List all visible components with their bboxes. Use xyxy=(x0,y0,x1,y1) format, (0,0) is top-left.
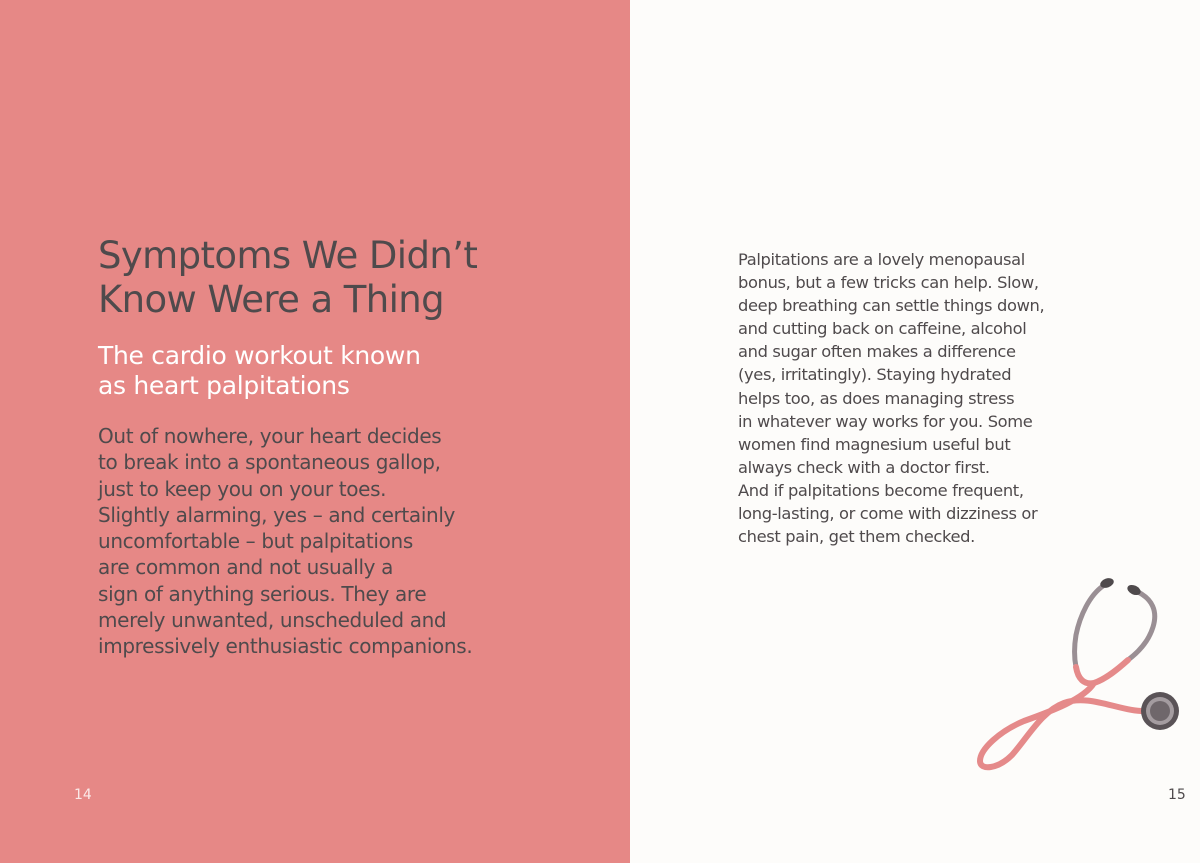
stethoscope-icon xyxy=(960,575,1180,775)
body-line: And if palpitations become frequent, xyxy=(738,480,1024,500)
page-number-right: 15 xyxy=(1168,787,1186,803)
body-line: (yes, irritatingly). Staying hydrated xyxy=(738,365,1012,385)
intro-line: Out of nowhere, your heart decides xyxy=(98,424,442,448)
body-line: deep breathing can settle things down, xyxy=(738,296,1045,316)
body-line: bonus, but a few tricks can help. Slow, xyxy=(738,273,1039,293)
body-line: helps too, as does managing stress xyxy=(738,388,1015,408)
intro-line: to break into a spontaneous gallop, xyxy=(98,450,441,475)
intro-line: uncomfortable – but palpitations xyxy=(98,529,413,554)
body-line: chest pain, get them checked. xyxy=(738,527,975,547)
body-line: and sugar often makes a difference xyxy=(738,342,1016,362)
title-line: Symptoms We Didn’t xyxy=(98,234,478,277)
intro-line: impressively enthusiastic companions. xyxy=(98,634,473,659)
body-line: Palpitations are a lovely menopausal xyxy=(738,250,1025,269)
page-subtitle xyxy=(98,341,528,401)
stethoscope-ear-tube-left xyxy=(1075,586,1104,667)
page-number-left: 14 xyxy=(74,787,92,803)
stethoscope-tube xyxy=(980,660,1148,767)
subtitle-line: as heart palpitations xyxy=(98,371,350,400)
body-line: women find magnesium useful but xyxy=(738,434,1011,454)
page-title xyxy=(98,234,528,322)
body-line: in whatever way works for you. Some xyxy=(738,411,1033,431)
stethoscope-chestpiece-inner xyxy=(1150,701,1170,721)
intro-line: Slightly alarming, yes – and certainly xyxy=(98,502,456,527)
intro-line: just to keep you on your toes. xyxy=(98,476,387,501)
subtitle-line: The cardio workout known xyxy=(98,341,421,370)
body-line: long-lasting, or come with dizziness or xyxy=(738,504,1038,524)
body-paragraph xyxy=(738,248,1068,548)
intro-paragraph xyxy=(98,423,538,660)
stethoscope-ear-tube-right xyxy=(1128,592,1155,660)
intro-line: sign of anything serious. They are xyxy=(98,581,427,606)
intro-line: are common and not usually a xyxy=(98,555,394,580)
body-line: always check with a doctor first. xyxy=(738,457,990,477)
title-line: Know Were a Thing xyxy=(98,278,444,321)
body-line: and cutting back on caffeine, alcohol xyxy=(738,319,1027,339)
intro-line: merely unwanted, unscheduled and xyxy=(98,608,447,633)
